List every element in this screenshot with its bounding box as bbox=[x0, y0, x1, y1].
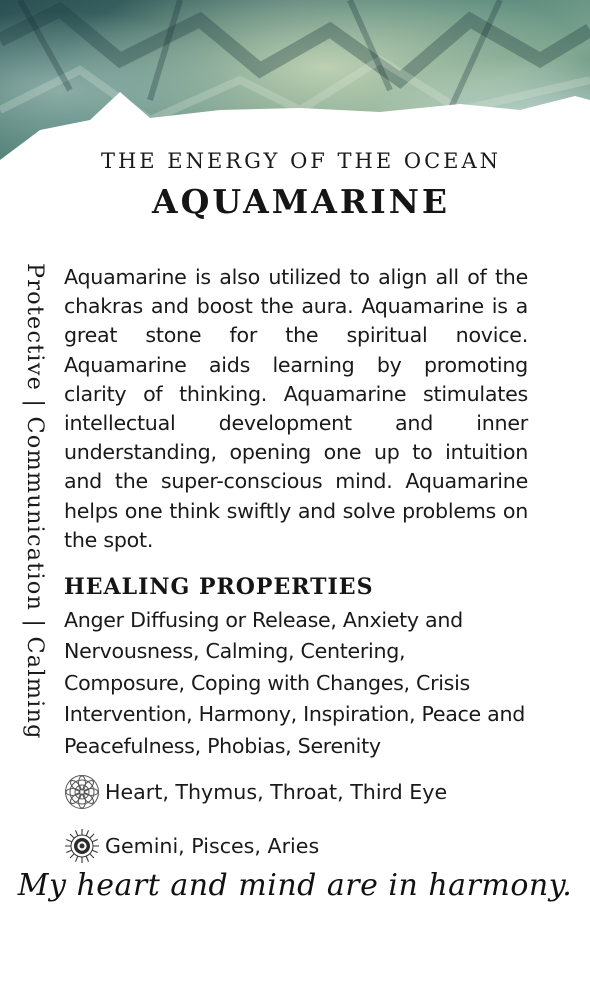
healing-properties-heading: HEALING PROPERTIES bbox=[64, 574, 374, 601]
vertical-keywords-text: Protective | Communication | Calming bbox=[22, 263, 48, 740]
zodiac-row bbox=[64, 826, 528, 866]
zodiac-text: Gemini, Pisces, Aries bbox=[105, 834, 320, 859]
healing-properties-list: Anger Diffusing or Release, Anxiety and Nervousness, Calming, Centering, Composure, Coping with Changes, Crisis Intervention, Harmony, Inspiration, Peace and Peacefulness, Phobias, Serenity bbox=[64, 608, 526, 758]
tagline: THE ENERGY OF THE OCEAN bbox=[100, 149, 502, 173]
chakra-row bbox=[64, 772, 528, 812]
stone-name-title: AQUAMARINE bbox=[151, 182, 451, 221]
affirmation-signature: My heart and mind are in harmony. bbox=[17, 868, 573, 903]
chakra-text: Heart, Thymus, Throat, Third Eye bbox=[105, 780, 448, 805]
sun-mandala-icon bbox=[64, 828, 100, 864]
vertical-keywords bbox=[20, 263, 54, 823]
description-paragraph: Aquamarine is also utilized to align all of the chakras and boost the aura. Aquamarine is a great stone for the spiritual novice. Aquamarine aids learning by promoting clarity of thinking. Aquamarine stimulates intellectual development and inner understanding, opening one up to intuition and the super-conscious mind. Aquamarine helps one think swiftly and solve problems on the spot. bbox=[64, 265, 528, 552]
main-content bbox=[64, 263, 528, 866]
title-block bbox=[0, 148, 590, 224]
lotus-mandala-icon bbox=[64, 774, 100, 810]
